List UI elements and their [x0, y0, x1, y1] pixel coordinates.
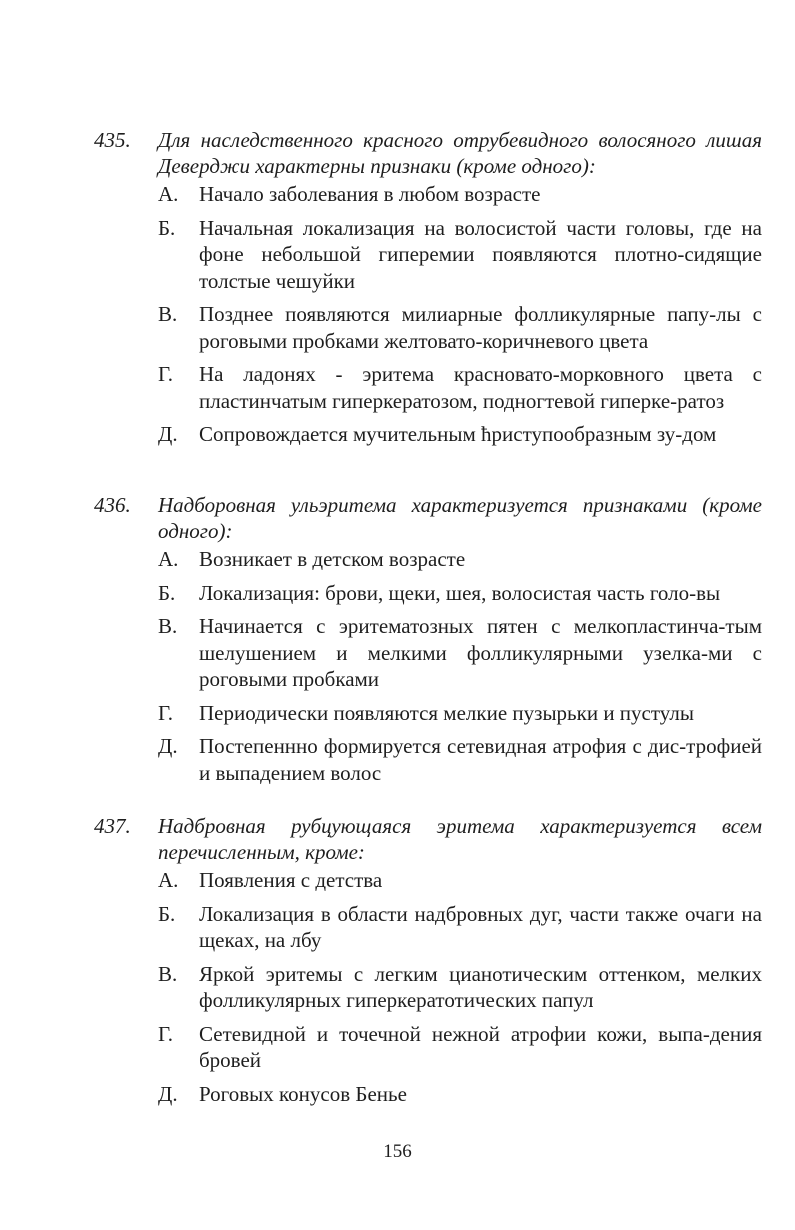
option-text: Яркой эритемы с легким цианотическим оттенком, мелких фолликулярных гиперкератотических папул [199, 961, 762, 1012]
question-number: 437. [94, 814, 131, 838]
answer-option [158, 301, 762, 354]
question-text: Надбровная рубцующаяся эритема характеризуется всем перечисленным, кроме: [158, 814, 762, 864]
option-text: Возникает в детском возрасте [199, 547, 466, 571]
answer-option [158, 181, 762, 208]
question-436 [94, 492, 762, 793]
question-stem [94, 492, 762, 544]
option-text: Постепеннно формируется сетевидная атрофия с дис-трофией и выпадением волос [199, 734, 762, 785]
question-text: Надборовная ульэритема характеризуется признаками (кроме одного): [158, 493, 762, 543]
option-text: Начальная локализация на волосистой части головы, где на фоне небольшой гиперемии появляются плотно-сидящие толстые чешуйки [199, 215, 762, 293]
option-text: Локализация в области надбровных дуг, части также очаги на щеках, на лбу [199, 901, 762, 952]
option-letter: Г. [158, 362, 174, 386]
question-437 [94, 813, 762, 1114]
option-text: Периодически появляются мелкие пузырьки и пустулы [199, 700, 694, 725]
question-number: 435. [94, 128, 131, 152]
option-text: На ладонях - эритема красновато-морковного цвета с пластинчатым гиперкератозом, подногтевой гиперке-ратоз [199, 362, 762, 413]
option-letter: Б. [158, 901, 176, 926]
option-text: Роговых конусов Бенье [199, 1081, 407, 1106]
answer-options [94, 867, 762, 1107]
answer-option [158, 215, 762, 295]
option-text: Позднее появляются милиарные фолликулярные папу-лы с роговыми пробками желтовато-коричневого цвета [199, 302, 762, 353]
option-text: Сопровождается мучительным ћриступообразным зу-дом [199, 422, 717, 446]
answer-option [158, 613, 762, 693]
answer-option [158, 580, 762, 607]
option-letter: Д. [158, 734, 178, 758]
answer-option [158, 1021, 762, 1074]
option-letter: Д. [158, 422, 178, 446]
answer-options [94, 546, 762, 786]
option-text: Появления с детства [199, 868, 383, 892]
option-letter: Г. [158, 700, 174, 725]
question-stem [94, 127, 762, 179]
answer-option [158, 961, 762, 1014]
option-letter: В. [158, 961, 178, 986]
page-number: 156 [383, 1141, 412, 1162]
answer-option [158, 1081, 762, 1108]
answer-option [158, 361, 762, 414]
option-letter: Б. [158, 580, 176, 605]
answer-option [158, 421, 762, 448]
option-letter: В. [158, 302, 178, 326]
option-letter: А. [158, 182, 179, 206]
question-435 [94, 127, 762, 455]
answer-option [158, 733, 762, 786]
option-letter: Б. [158, 215, 176, 240]
option-letter: Д. [158, 1081, 178, 1106]
answer-option [158, 700, 762, 727]
question-stem [94, 813, 762, 865]
option-text: Локализация: брови, щеки, шея, волосистая часть голо-вы [199, 580, 721, 605]
option-text: Сетевидной и точечной нежной атрофии кожи, выпа-дения бровей [199, 1021, 762, 1072]
answer-option [158, 546, 762, 573]
answer-options [94, 181, 762, 448]
question-text: Для наследственного красного отрубевидного волосяного лишая Деверджи характерны признаки (кроме одного): [158, 128, 762, 178]
option-letter: А. [158, 547, 179, 571]
option-letter: В. [158, 614, 178, 638]
option-text: Начинается с эритематозных пятен с мелкопластинча-тым шелушением и мелкими фолликулярными узелка-ми с роговыми пробками [199, 614, 762, 691]
answer-option [158, 901, 762, 954]
answer-option [158, 867, 762, 894]
option-letter: Г. [158, 1021, 174, 1046]
option-text: Начало заболевания в любом возрасте [199, 182, 541, 206]
option-letter: А. [158, 868, 179, 892]
question-number: 436. [94, 493, 131, 517]
